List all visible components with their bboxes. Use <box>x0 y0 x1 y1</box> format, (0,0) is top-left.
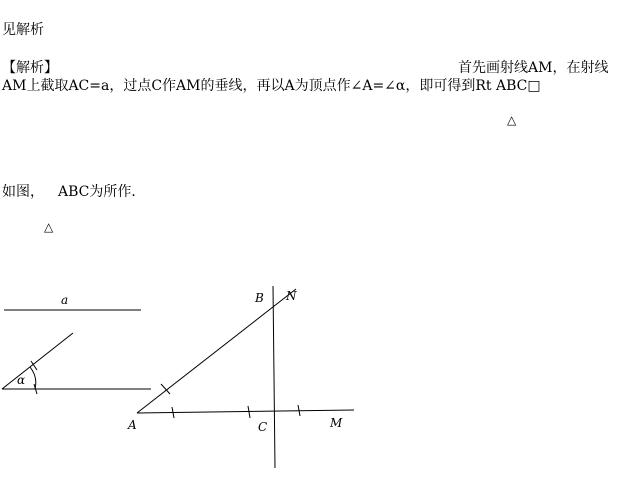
analysis-line-3-prefix: 如图， <box>2 184 44 200</box>
segment-ab <box>137 289 296 413</box>
given-angle-side-ray <box>2 333 73 389</box>
answer-heading: 见解析 <box>2 22 44 38</box>
perpendicular-line-cn <box>273 286 275 468</box>
analysis-line-1: 首先画射线AM，在射线 <box>458 60 609 76</box>
analysis-line-3-text: ABC为所作． <box>58 184 146 200</box>
triangle-symbol: △ <box>507 113 517 127</box>
label-point-m: M <box>330 416 343 430</box>
label-a-segment: a <box>61 293 69 307</box>
ray-am <box>137 410 354 413</box>
triangle-symbol: △ <box>44 220 54 234</box>
label-point-a: A <box>128 418 137 432</box>
arc-tick-mark <box>248 406 250 418</box>
analysis-label: 【解析】 <box>2 60 58 76</box>
label-point-n: N <box>286 289 297 303</box>
label-alpha: α <box>17 373 26 387</box>
analysis-line-2: AM上截取AC=a，过点C作AM的垂线，再以A为顶点作∠A=∠α，即可得到Rt ABC□ <box>2 78 541 94</box>
arc-tick-mark <box>161 384 170 394</box>
label-point-b: B <box>255 291 264 305</box>
label-point-c: C <box>258 420 268 434</box>
